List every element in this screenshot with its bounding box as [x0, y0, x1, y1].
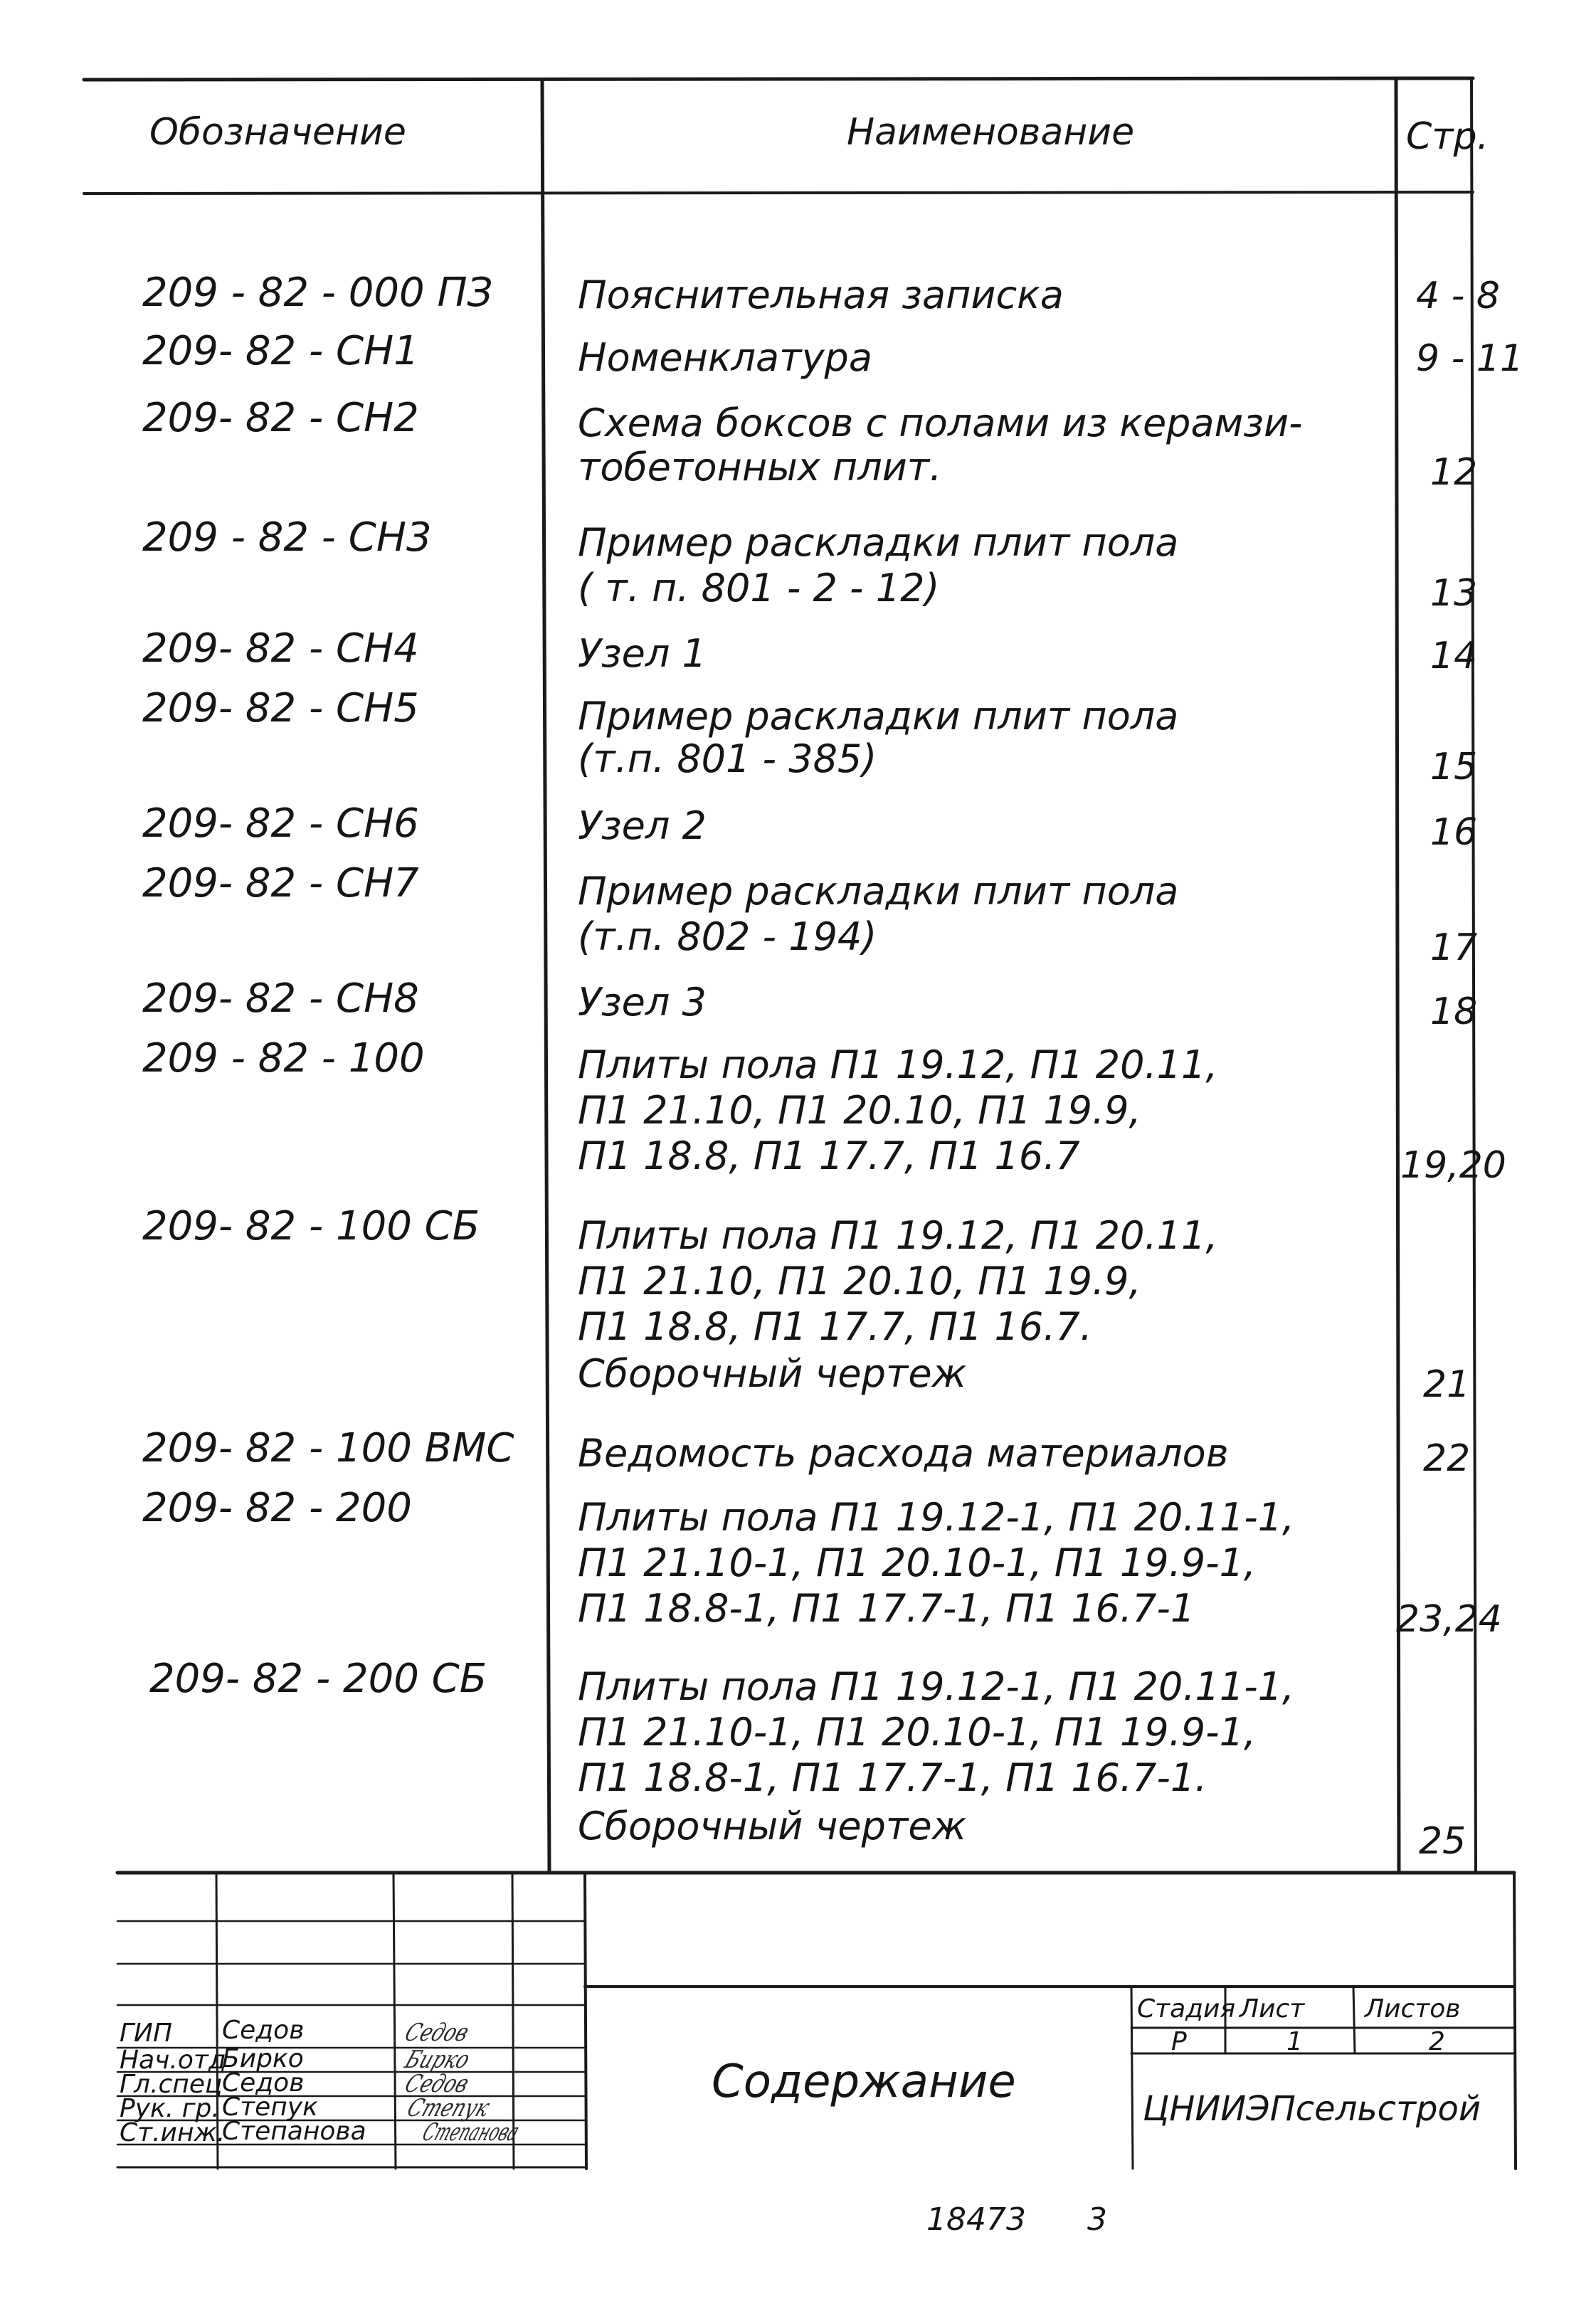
- row-name-line: Узел 3: [578, 980, 707, 1025]
- row-code: 209 - 82 - 100: [142, 1035, 425, 1082]
- tb-role: Нач.отд: [120, 2046, 226, 2075]
- row-name-line: Пример раскладки плит пола: [578, 694, 1179, 739]
- tb-signature: Седов: [401, 2019, 473, 2047]
- row-page: 15: [1430, 746, 1478, 788]
- row-code: 209- 82 - СН1: [142, 328, 419, 374]
- tb-name: Степук: [222, 2093, 318, 2122]
- row-name-line: Номенклатура: [578, 335, 872, 380]
- row-name-line: П1 18.8-1, П1 17.7-1, П1 16.7-1: [578, 1586, 1195, 1631]
- row-code: 209- 82 - СН5: [142, 685, 419, 731]
- tb-name: Седов: [222, 2068, 305, 2098]
- row-page: 16: [1430, 811, 1478, 854]
- row-code: 209- 82 - 100 ВМС: [142, 1425, 514, 1471]
- row-page: 4 - 8: [1416, 275, 1500, 317]
- tb-signature: Степук: [403, 2094, 494, 2122]
- row-code: 209 - 82 - 000 ПЗ: [142, 270, 493, 316]
- tb-signature: Степанова: [418, 2118, 524, 2147]
- header-designation: Обозначение: [149, 111, 406, 154]
- header-name: Наименование: [847, 111, 1135, 154]
- sheets-value: 2: [1429, 2027, 1445, 2056]
- row-page: 22: [1423, 1437, 1471, 1480]
- row-code: 209- 82 - 200: [142, 1485, 412, 1531]
- tb-name: Седов: [222, 2016, 305, 2045]
- row-code: 209- 82 - СН4: [142, 625, 419, 672]
- row-name-line: Плиты пола П1 19.12-1, П1 20.11-1,: [578, 1495, 1295, 1540]
- row-code: 209- 82 - СН2: [142, 395, 419, 441]
- row-code: 209 - 82 - СН3: [142, 514, 432, 561]
- row-page: 17: [1430, 926, 1478, 969]
- stage-label: Стадия: [1137, 1994, 1236, 2024]
- tb-role: Ст.инж.: [120, 2118, 226, 2147]
- row-name-line: Ведомость расхода материалов: [578, 1431, 1229, 1476]
- tb-signature: Бирко: [401, 2046, 474, 2074]
- row-code: 209- 82 - СН7: [142, 860, 419, 906]
- tb-name: Бирко: [222, 2044, 304, 2073]
- row-page: 23,24: [1396, 1598, 1502, 1641]
- sheet-value: 1: [1286, 2027, 1303, 2056]
- row-page: 12: [1430, 451, 1478, 494]
- tb-signature: Седов: [401, 2070, 473, 2098]
- row-name-line: П1 21.10, П1 20.10, П1 19.9,: [578, 1088, 1141, 1133]
- row-name-line: Узел 1: [578, 631, 707, 676]
- row-page: 9 - 11: [1416, 337, 1524, 380]
- sheets-label: Листов: [1365, 1994, 1461, 2024]
- row-page: 18: [1430, 990, 1478, 1033]
- tb-role: Гл.спец: [120, 2070, 223, 2099]
- organization-name: ЦНИИЭПсельстрой: [1143, 2089, 1481, 2129]
- row-name-line: П1 18.8, П1 17.7, П1 16.7.: [578, 1304, 1092, 1349]
- row-page: 13: [1430, 572, 1478, 615]
- header-page: Стр.: [1406, 115, 1489, 158]
- row-name-line: П1 21.10-1, П1 20.10-1, П1 19.9-1,: [578, 1540, 1257, 1585]
- page-number: 3: [1087, 2201, 1107, 2238]
- row-page: 19,20: [1400, 1144, 1506, 1187]
- row-code: 209- 82 - СН6: [142, 800, 419, 847]
- row-name-line: Пример раскладки плит пола: [578, 520, 1179, 565]
- row-name-line: П1 21.10-1, П1 20.10-1, П1 19.9-1,: [578, 1710, 1257, 1755]
- row-code: 209- 82 - СН8: [142, 975, 419, 1022]
- row-code: 209- 82 - 100 СБ: [142, 1203, 480, 1249]
- row-name-line: (т.п. 801 - 385): [578, 736, 877, 781]
- row-page: 25: [1419, 1820, 1466, 1863]
- doc-number: 18473: [926, 2201, 1026, 2238]
- row-name-line: Пояснительная записка: [578, 273, 1064, 317]
- row-name-line: (т.п. 802 - 194): [578, 914, 877, 959]
- tb-role: ГИП: [120, 2019, 173, 2048]
- stage-value: Р: [1171, 2027, 1187, 2056]
- sheet-label: Лист: [1240, 1994, 1305, 2024]
- row-name-line: тобетонных плит.: [578, 445, 942, 490]
- row-page: 21: [1423, 1363, 1471, 1406]
- row-name-line: Пример раскладки плит пола: [578, 869, 1179, 914]
- row-name-line: Плиты пола П1 19.12, П1 20.11,: [578, 1042, 1218, 1087]
- row-name-line: Схема боксов с полами из керамзи-: [578, 401, 1303, 445]
- row-name-line: Плиты пола П1 19.12-1, П1 20.11-1,: [578, 1664, 1295, 1709]
- row-code: 209- 82 - 200 СБ: [149, 1656, 487, 1702]
- row-name-line: Сборочный чертеж: [578, 1351, 967, 1396]
- row-page: 14: [1430, 635, 1478, 677]
- row-name-line: П1 18.8, П1 17.7, П1 16.7: [578, 1133, 1080, 1178]
- row-name-line: П1 21.10, П1 20.10, П1 19.9,: [578, 1259, 1141, 1303]
- row-name-line: Узел 2: [578, 803, 707, 848]
- row-name-line: Плиты пола П1 19.12, П1 20.11,: [578, 1213, 1218, 1258]
- row-name-line: ( т. п. 801 - 2 - 12): [578, 566, 940, 610]
- tb-role: Рук. гр.: [120, 2094, 220, 2123]
- row-name-line: Сборочный чертеж: [578, 1804, 967, 1849]
- document-title: Содержание: [712, 2056, 1016, 2108]
- row-name-line: П1 18.8-1, П1 17.7-1, П1 16.7-1.: [578, 1755, 1207, 1800]
- tb-name: Степанова: [222, 2117, 366, 2146]
